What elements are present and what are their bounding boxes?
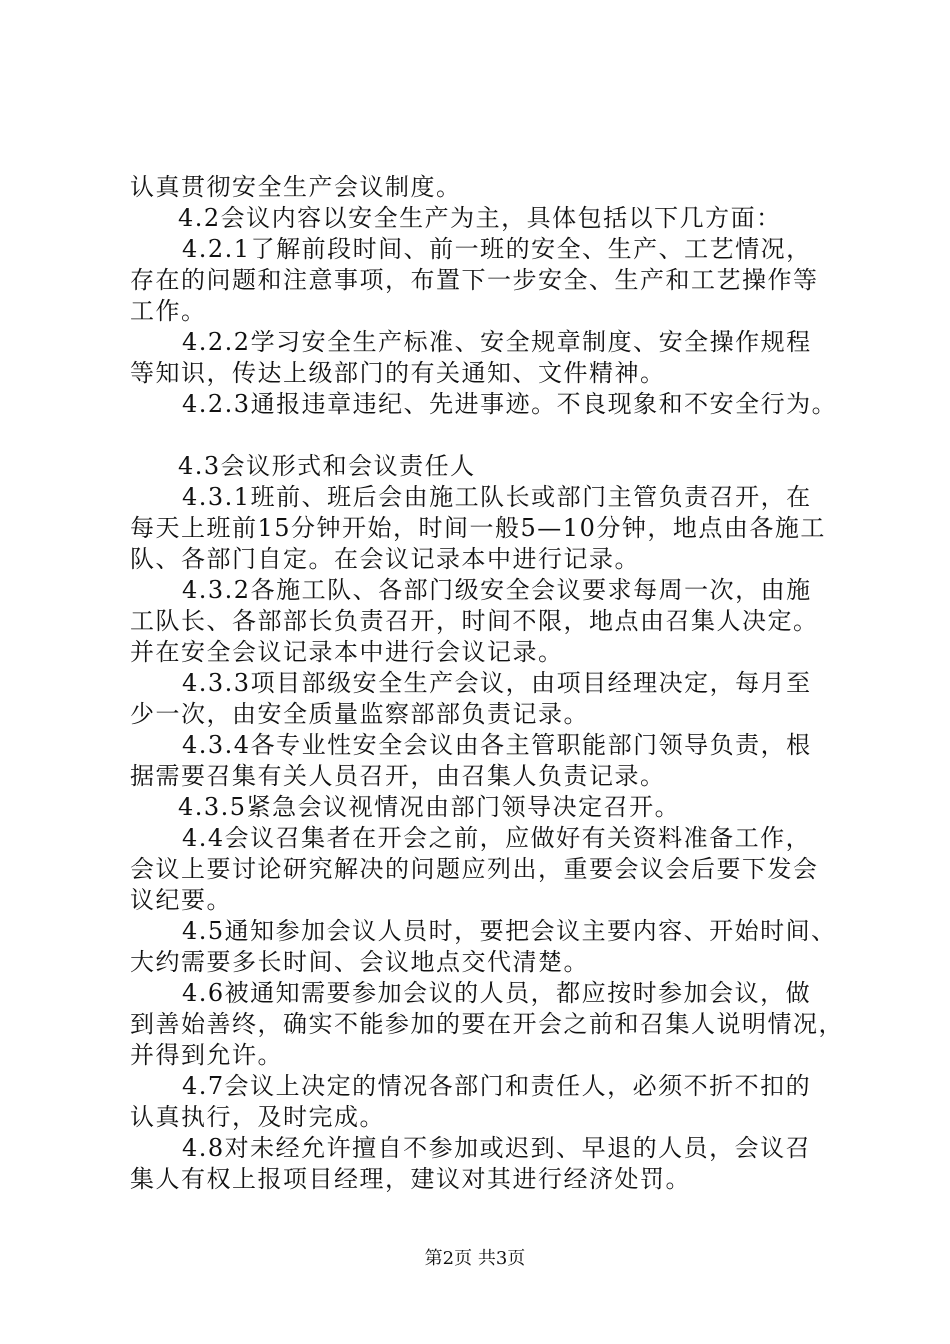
text-line: 4.2会议内容以安全生产为主，具体包括以下几方面： <box>178 204 782 232</box>
text-line: 集人有权上报项目经理，建议对其进行经济处罚。 <box>130 1165 691 1193</box>
text-line: 大约需要多长时间、会议地点交代清楚。 <box>130 948 589 976</box>
page-number: 第2页 共3页 <box>424 1248 526 1269</box>
text-line: 4.5通知参加会议人员时，要把会议主要内容、开始时间、 <box>182 917 837 945</box>
text-line: 等知识，传达上级部门的有关通知、文件精神。 <box>130 359 666 387</box>
text-line: 4.6被通知需要参加会议的人员，都应按时参加会议，做 <box>182 979 812 1007</box>
text-line: 队、各部门自定。在会议记录本中进行记录。 <box>130 545 640 573</box>
text-line: 4.3.3项目部级安全生产会议，由项目经理决定，每月至 <box>182 669 812 697</box>
text-line: 4.4会议召集者在开会之前，应做好有关资料准备工作， <box>182 824 812 852</box>
text-line: 4.3.1班前、班后会由施工队长或部门主管负责召开，在 <box>182 483 812 511</box>
text-line: 4.2.1了解前段时间、前一班的安全、生产、工艺情况， <box>182 235 812 263</box>
text-line: 4.3.4各专业性安全会议由各主管职能部门领导负责，根 <box>182 731 812 759</box>
text-line: 4.2.2学习安全生产标准、安全规章制度、安全操作规程 <box>182 328 812 356</box>
text-line: 4.3会议形式和会议责任人 <box>178 452 476 480</box>
text-line: 4.3.5紧急会议视情况由部门领导决定召开。 <box>178 793 681 821</box>
text-line: 会议上要讨论研究解决的问题应列出，重要会议会后要下发会 <box>130 855 819 883</box>
text-line: 认真执行，及时完成。 <box>130 1103 385 1131</box>
text-line: 工队长、各部部长负责召开，时间不限，地点由召集人决定。 <box>130 607 819 635</box>
text-line: 存在的问题和注意事项，布置下一步安全、生产和工艺操作等 <box>130 266 819 294</box>
text-line: 少一次，由安全质量监察部部负责记录。 <box>130 700 589 728</box>
text-line: 每天上班前15分钟开始，时间一般5—10分钟，地点由各施工 <box>130 514 826 542</box>
text-line: 议纪要。 <box>130 886 232 914</box>
text-line: 4.8对未经允许擅自不参加或迟到、早退的人员，会议召 <box>182 1134 812 1162</box>
text-line: 4.7会议上决定的情况各部门和责任人，必须不折不扣的 <box>182 1072 812 1100</box>
text-line: 认真贯彻安全生产会议制度。 <box>130 173 462 201</box>
text-line: 4.2.3通报违章违纪、先进事迹。不良现象和不安全行为。 <box>182 390 838 418</box>
paragraph-gap <box>130 420 830 451</box>
text-line: 4.3.2各施工队、各部门级安全会议要求每周一次，由施 <box>182 576 812 604</box>
text-line: 据需要召集有关人员召开，由召集人负责记录。 <box>130 762 666 790</box>
text-line: 工作。 <box>130 297 207 325</box>
text-line: 并在安全会议记录本中进行会议记录。 <box>130 638 564 666</box>
text-line: 到善始善终，确实不能参加的要在开会之前和召集人说明情况， <box>130 1010 844 1038</box>
text-line: 并得到允许。 <box>130 1041 283 1069</box>
document-body <box>130 172 844 1195</box>
